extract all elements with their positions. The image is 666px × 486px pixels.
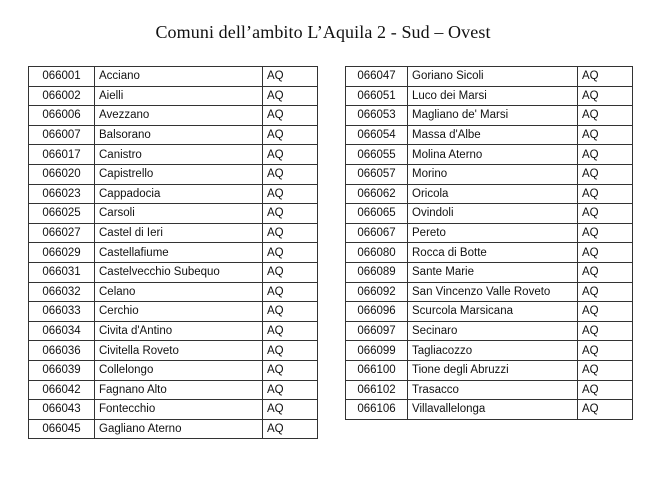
municipality-name-cell: Balsorano [95, 125, 263, 145]
table-row [29, 243, 318, 263]
municipality-name-cell: Civitella Roveto [95, 341, 263, 361]
municipality-name-cell: Cerchio [95, 302, 263, 322]
municipality-name-cell: Fagnano Alto [95, 380, 263, 400]
istat-code-cell: 066020 [29, 164, 95, 184]
istat-code-cell: 066062 [346, 184, 408, 204]
province-cell: AQ [578, 204, 633, 224]
province-cell: AQ [263, 262, 318, 282]
municipality-name-cell: Tagliacozzo [408, 341, 578, 361]
municipality-name-cell: Aielli [95, 86, 263, 106]
municipality-name-cell: Acciano [95, 67, 263, 87]
table-row [29, 302, 318, 322]
municipality-name-cell: Carsoli [95, 204, 263, 224]
table-row [29, 262, 318, 282]
istat-code-cell: 066067 [346, 223, 408, 243]
municipality-name-cell: Capistrello [95, 164, 263, 184]
municipality-name-cell: Castel di Ieri [95, 223, 263, 243]
municipalities-table-left [28, 66, 318, 439]
province-cell: AQ [578, 341, 633, 361]
istat-code-cell: 066055 [346, 145, 408, 165]
province-cell: AQ [263, 321, 318, 341]
table-row [29, 282, 318, 302]
province-cell: AQ [578, 184, 633, 204]
province-cell: AQ [578, 223, 633, 243]
istat-code-cell: 066080 [346, 243, 408, 263]
istat-code-cell: 066092 [346, 282, 408, 302]
table-row [29, 67, 318, 87]
table-row [346, 106, 633, 126]
istat-code-cell: 066042 [29, 380, 95, 400]
municipality-name-cell: Trasacco [408, 380, 578, 400]
province-cell: AQ [263, 243, 318, 263]
province-cell: AQ [263, 419, 318, 439]
table-row [29, 400, 318, 420]
istat-code-cell: 066097 [346, 321, 408, 341]
municipality-name-cell: San Vincenzo Valle Roveto [408, 282, 578, 302]
table-row [29, 223, 318, 243]
table-row [29, 125, 318, 145]
municipality-name-cell: Morino [408, 164, 578, 184]
table-row [29, 164, 318, 184]
istat-code-cell: 066023 [29, 184, 95, 204]
province-cell: AQ [263, 184, 318, 204]
province-cell: AQ [578, 243, 633, 263]
municipality-name-cell: Scurcola Marsicana [408, 302, 578, 322]
istat-code-cell: 066051 [346, 86, 408, 106]
istat-code-cell: 066099 [346, 341, 408, 361]
province-cell: AQ [578, 125, 633, 145]
municipality-name-cell: Avezzano [95, 106, 263, 126]
istat-code-cell: 066029 [29, 243, 95, 263]
table-row [29, 380, 318, 400]
province-cell: AQ [263, 204, 318, 224]
istat-code-cell: 066001 [29, 67, 95, 87]
table-row [346, 204, 633, 224]
table-row [346, 321, 633, 341]
municipality-name-cell: Oricola [408, 184, 578, 204]
istat-code-cell: 066089 [346, 262, 408, 282]
province-cell: AQ [578, 164, 633, 184]
province-cell: AQ [263, 360, 318, 380]
municipality-name-cell: Massa d'Albe [408, 125, 578, 145]
page-title: Comuni dell’ambito L’Aquila 2 - Sud – Ovest [155, 22, 491, 42]
municipality-name-cell: Sante Marie [408, 262, 578, 282]
istat-code-cell: 066025 [29, 204, 95, 224]
province-cell: AQ [263, 341, 318, 361]
istat-code-cell: 066007 [29, 125, 95, 145]
istat-code-cell: 066017 [29, 145, 95, 165]
table-row [29, 106, 318, 126]
istat-code-cell: 066100 [346, 360, 408, 380]
table-row [29, 419, 318, 439]
istat-code-cell: 066031 [29, 262, 95, 282]
table-row [346, 380, 633, 400]
table-row [346, 302, 633, 322]
municipality-name-cell: Molina Aterno [408, 145, 578, 165]
istat-code-cell: 066102 [346, 380, 408, 400]
province-cell: AQ [578, 380, 633, 400]
table-row [346, 282, 633, 302]
istat-code-cell: 066027 [29, 223, 95, 243]
municipality-name-cell: Ovindoli [408, 204, 578, 224]
table-row [29, 145, 318, 165]
municipality-name-cell: Goriano Sicoli [408, 67, 578, 87]
municipality-name-cell: Villavallelonga [408, 400, 578, 420]
municipality-name-cell: Rocca di Botte [408, 243, 578, 263]
istat-code-cell: 066036 [29, 341, 95, 361]
municipality-name-cell: Fontecchio [95, 400, 263, 420]
istat-code-cell: 066032 [29, 282, 95, 302]
istat-code-cell: 066053 [346, 106, 408, 126]
province-cell: AQ [263, 400, 318, 420]
table-row [346, 164, 633, 184]
table-row [346, 86, 633, 106]
municipality-name-cell: Canistro [95, 145, 263, 165]
table-row [346, 262, 633, 282]
table-row [29, 86, 318, 106]
table-row [346, 243, 633, 263]
istat-code-cell: 066043 [29, 400, 95, 420]
table-row [346, 223, 633, 243]
municipality-name-cell: Collelongo [95, 360, 263, 380]
istat-code-cell: 066047 [346, 67, 408, 87]
province-cell: AQ [263, 282, 318, 302]
municipality-name-cell: Celano [95, 282, 263, 302]
table-row [346, 67, 633, 87]
table-row [346, 184, 633, 204]
istat-code-cell: 066045 [29, 419, 95, 439]
municipality-name-cell: Magliano de' Marsi [408, 106, 578, 126]
table-row [29, 184, 318, 204]
table-row [29, 321, 318, 341]
istat-code-cell: 066002 [29, 86, 95, 106]
province-cell: AQ [578, 302, 633, 322]
province-cell: AQ [263, 106, 318, 126]
table-row [29, 360, 318, 380]
table-row [346, 125, 633, 145]
province-cell: AQ [578, 321, 633, 341]
istat-code-cell: 066065 [346, 204, 408, 224]
istat-code-cell: 066033 [29, 302, 95, 322]
istat-code-cell: 066039 [29, 360, 95, 380]
municipality-name-cell: Tione degli Abruzzi [408, 360, 578, 380]
municipality-name-cell: Civita d'Antino [95, 321, 263, 341]
istat-code-cell: 066006 [29, 106, 95, 126]
table-row [346, 360, 633, 380]
istat-code-cell: 066034 [29, 321, 95, 341]
province-cell: AQ [263, 164, 318, 184]
province-cell: AQ [263, 86, 318, 106]
table-row [346, 400, 633, 420]
province-cell: AQ [263, 302, 318, 322]
municipality-name-cell: Pereto [408, 223, 578, 243]
table-row [29, 341, 318, 361]
province-cell: AQ [263, 125, 318, 145]
province-cell: AQ [578, 262, 633, 282]
province-cell: AQ [578, 67, 633, 87]
municipality-name-cell: Secinaro [408, 321, 578, 341]
municipality-name-cell: Luco dei Marsi [408, 86, 578, 106]
municipality-name-cell: Gagliano Aterno [95, 419, 263, 439]
municipality-name-cell: Castellafiume [95, 243, 263, 263]
province-cell: AQ [263, 223, 318, 243]
province-cell: AQ [263, 380, 318, 400]
province-cell: AQ [578, 400, 633, 420]
province-cell: AQ [263, 67, 318, 87]
province-cell: AQ [578, 360, 633, 380]
istat-code-cell: 066096 [346, 302, 408, 322]
province-cell: AQ [578, 106, 633, 126]
municipalities-table-right [345, 66, 633, 420]
istat-code-cell: 066106 [346, 400, 408, 420]
province-cell: AQ [263, 145, 318, 165]
table-row [346, 341, 633, 361]
municipality-name-cell: Cappadocia [95, 184, 263, 204]
istat-code-cell: 066057 [346, 164, 408, 184]
istat-code-cell: 066054 [346, 125, 408, 145]
province-cell: AQ [578, 145, 633, 165]
province-cell: AQ [578, 282, 633, 302]
municipality-name-cell: Castelvecchio Subequo [95, 262, 263, 282]
province-cell: AQ [578, 86, 633, 106]
table-row [29, 204, 318, 224]
table-row [346, 145, 633, 165]
